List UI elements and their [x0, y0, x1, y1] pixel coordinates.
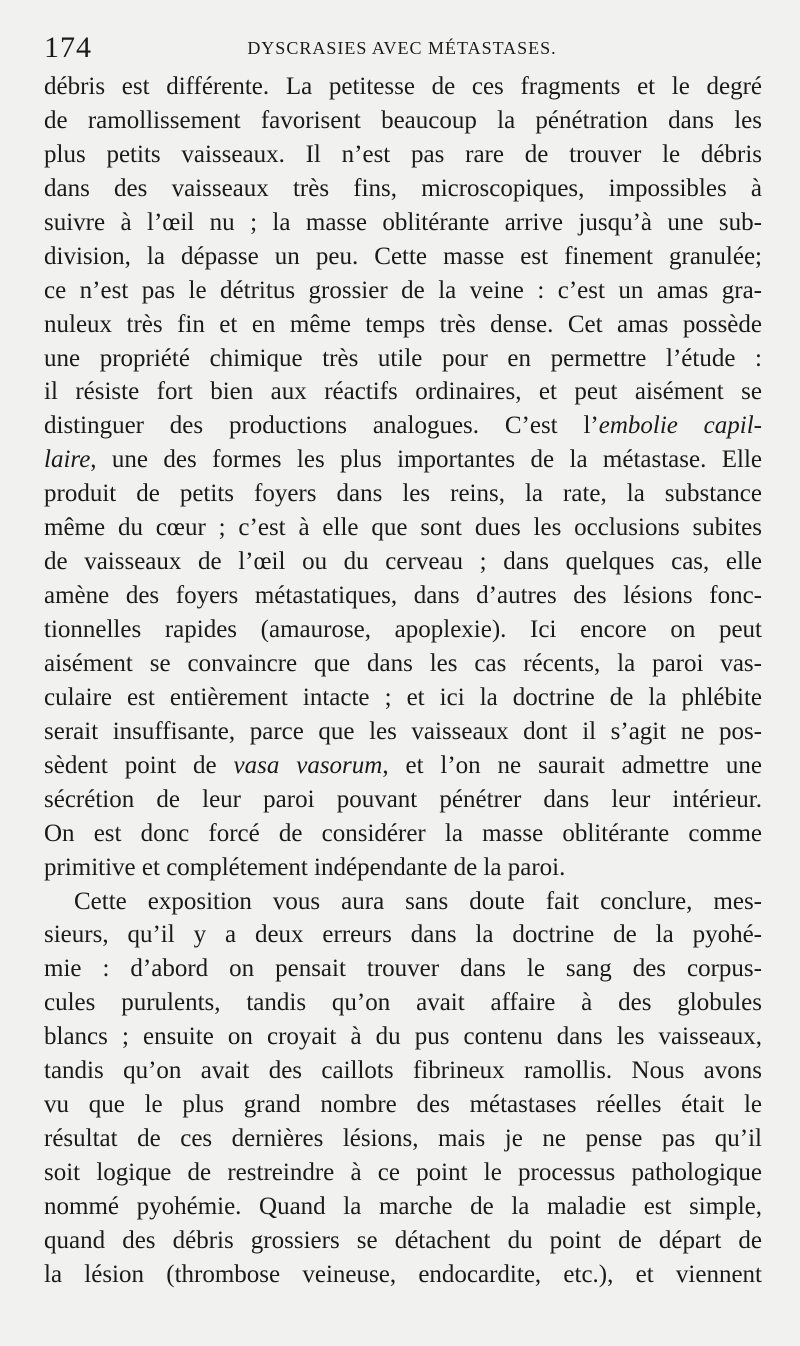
text-run: nommé pyohémie. Quand la marche de la maladie est simple,	[44, 1192, 762, 1220]
text-run: Cette exposition vous aura sans doute fait conclure, mes-	[74, 887, 762, 915]
text-run: aisément se convaincre que dans les cas récents, la paroi vas-	[44, 649, 762, 677]
text-run: sèdent point de	[44, 751, 234, 779]
text-run: primitive et complétement indépendante de la paroi.	[44, 853, 566, 881]
text-line	[44, 1020, 762, 1054]
text-run: la lésion (thrombose veineuse, endocardite, etc.), et viennent	[44, 1260, 762, 1288]
text-line	[44, 1054, 762, 1088]
text-line	[44, 1088, 762, 1122]
text-line	[44, 477, 762, 511]
text-line	[44, 715, 762, 749]
text-run: On est donc forcé de considérer la masse oblitérante comme	[44, 819, 762, 847]
text-run: division, la dépasse un peu. Cette masse est finement granulée;	[44, 242, 762, 270]
text-run: suivre à l’œil nu ; la masse oblitérante arrive jusqu’à une sub-	[44, 208, 762, 236]
text-run: de vaisseaux de l’œil ou du cerveau ; dans quelques cas, elle	[44, 548, 762, 576]
text-run: , une des formes les plus importantes de la métastase. Elle	[90, 446, 762, 474]
text-run: quand des débris grossiers se détachent du point de départ de	[44, 1226, 762, 1254]
text-line	[44, 1156, 762, 1190]
text-line	[44, 274, 762, 308]
text-run: il résiste fort bien aux réactifs ordinaires, et peut aisément se	[44, 378, 762, 406]
text-line	[44, 138, 762, 172]
text-line	[44, 986, 762, 1020]
text-line	[44, 70, 762, 104]
page-header	[44, 30, 760, 66]
text-run: cules purulents, tandis qu’on avait affaire à des globules	[44, 989, 762, 1017]
text-line	[44, 104, 762, 138]
text-run: débris est différente. La petitesse de ces fragments et le degré	[44, 73, 762, 100]
text-run: soit logique de restreindre à ce point le processus pathologique	[44, 1159, 762, 1186]
text-line	[44, 851, 762, 885]
text-run: amène des foyers métastatiques, dans d’autres des lésions fonc-	[44, 582, 762, 610]
text-run: vu que le plus grand nombre des métastases réelles était le	[44, 1091, 762, 1119]
text-run: même du cœur ; c’est à elle que sont dues les occlusions subites	[44, 514, 762, 542]
text-line	[44, 613, 762, 647]
italic-text-run: laire	[44, 446, 91, 474]
text-line	[44, 918, 762, 952]
text-line	[44, 308, 762, 342]
text-run: ce n’est pas le détritus grossier de la veine : c’est un amas gra-	[44, 276, 762, 304]
text-run: produit de petits foyers dans les reins, la rate, la substance	[44, 480, 762, 508]
text-run: plus petits vaisseaux. Il n’est pas rare de trouver le débris	[44, 140, 762, 168]
text-run: tionnelles rapides (amaurose, apoplexie). Ici encore on peut	[44, 616, 762, 643]
text-line	[44, 681, 762, 715]
text-line	[44, 885, 762, 919]
text-line	[44, 1122, 762, 1156]
text-run: nuleux très fin et en même temps très dense. Cet amas possède	[44, 310, 762, 338]
text-run: sécrétion de leur paroi pouvant pénétrer dans leur intérieur.	[44, 785, 762, 813]
text-line	[44, 817, 762, 851]
text-run: culaire est entièrement intacte ; et ici la doctrine de la phlébite	[44, 683, 762, 711]
text-line	[44, 342, 762, 376]
text-run: une propriété chimique très utile pour en permettre l’étude :	[44, 344, 762, 372]
text-line	[44, 647, 762, 681]
text-line	[44, 511, 762, 545]
text-run: serait insuffisante, parce que les vaisseaux dont il s’agit ne pos-	[44, 717, 762, 745]
text-line	[44, 783, 762, 817]
text-line	[44, 409, 762, 443]
text-run: mie : d’abord on pensait trouver dans le sang des corpus-	[44, 955, 762, 983]
text-line	[44, 172, 762, 206]
text-line	[44, 952, 762, 986]
text-run: distinguer des productions analogues. C’est l’	[44, 412, 599, 440]
italic-text-run: embolie capil-	[598, 412, 762, 440]
text-run: sieurs, qu’il y a deux erreurs dans la doctrine de la pyohé-	[44, 921, 762, 949]
text-line	[44, 749, 762, 783]
running-title: DYSCRASIES AVEC MÉTASTASES.	[247, 38, 557, 58]
page-number: 174	[44, 31, 92, 64]
text-run: résultat de ces dernières lésions, mais je ne pense pas qu’il	[44, 1125, 762, 1153]
text-run: de ramollissement favorisent beaucoup la pénétration dans les	[44, 106, 762, 134]
text-line	[44, 579, 762, 613]
text-run: blancs ; ensuite on croyait à du pus contenu dans les vaisseaux,	[44, 1023, 762, 1051]
text-line	[44, 545, 762, 579]
text-run: tandis qu’on avait des caillots fibrineux ramollis. Nous avons	[44, 1057, 762, 1085]
text-line	[44, 1190, 762, 1224]
text-line	[44, 1258, 762, 1292]
body-text	[44, 70, 762, 1292]
text-line	[44, 240, 762, 274]
text-line	[44, 1224, 762, 1258]
italic-text-run: vasa vasorum	[233, 751, 383, 779]
text-line	[44, 443, 762, 477]
text-run: , et l’on ne saurait admettre une	[382, 751, 762, 779]
text-line	[44, 206, 762, 240]
text-run: dans des vaisseaux très fins, microscopiques, impossibles à	[44, 174, 762, 202]
text-line	[44, 375, 762, 409]
